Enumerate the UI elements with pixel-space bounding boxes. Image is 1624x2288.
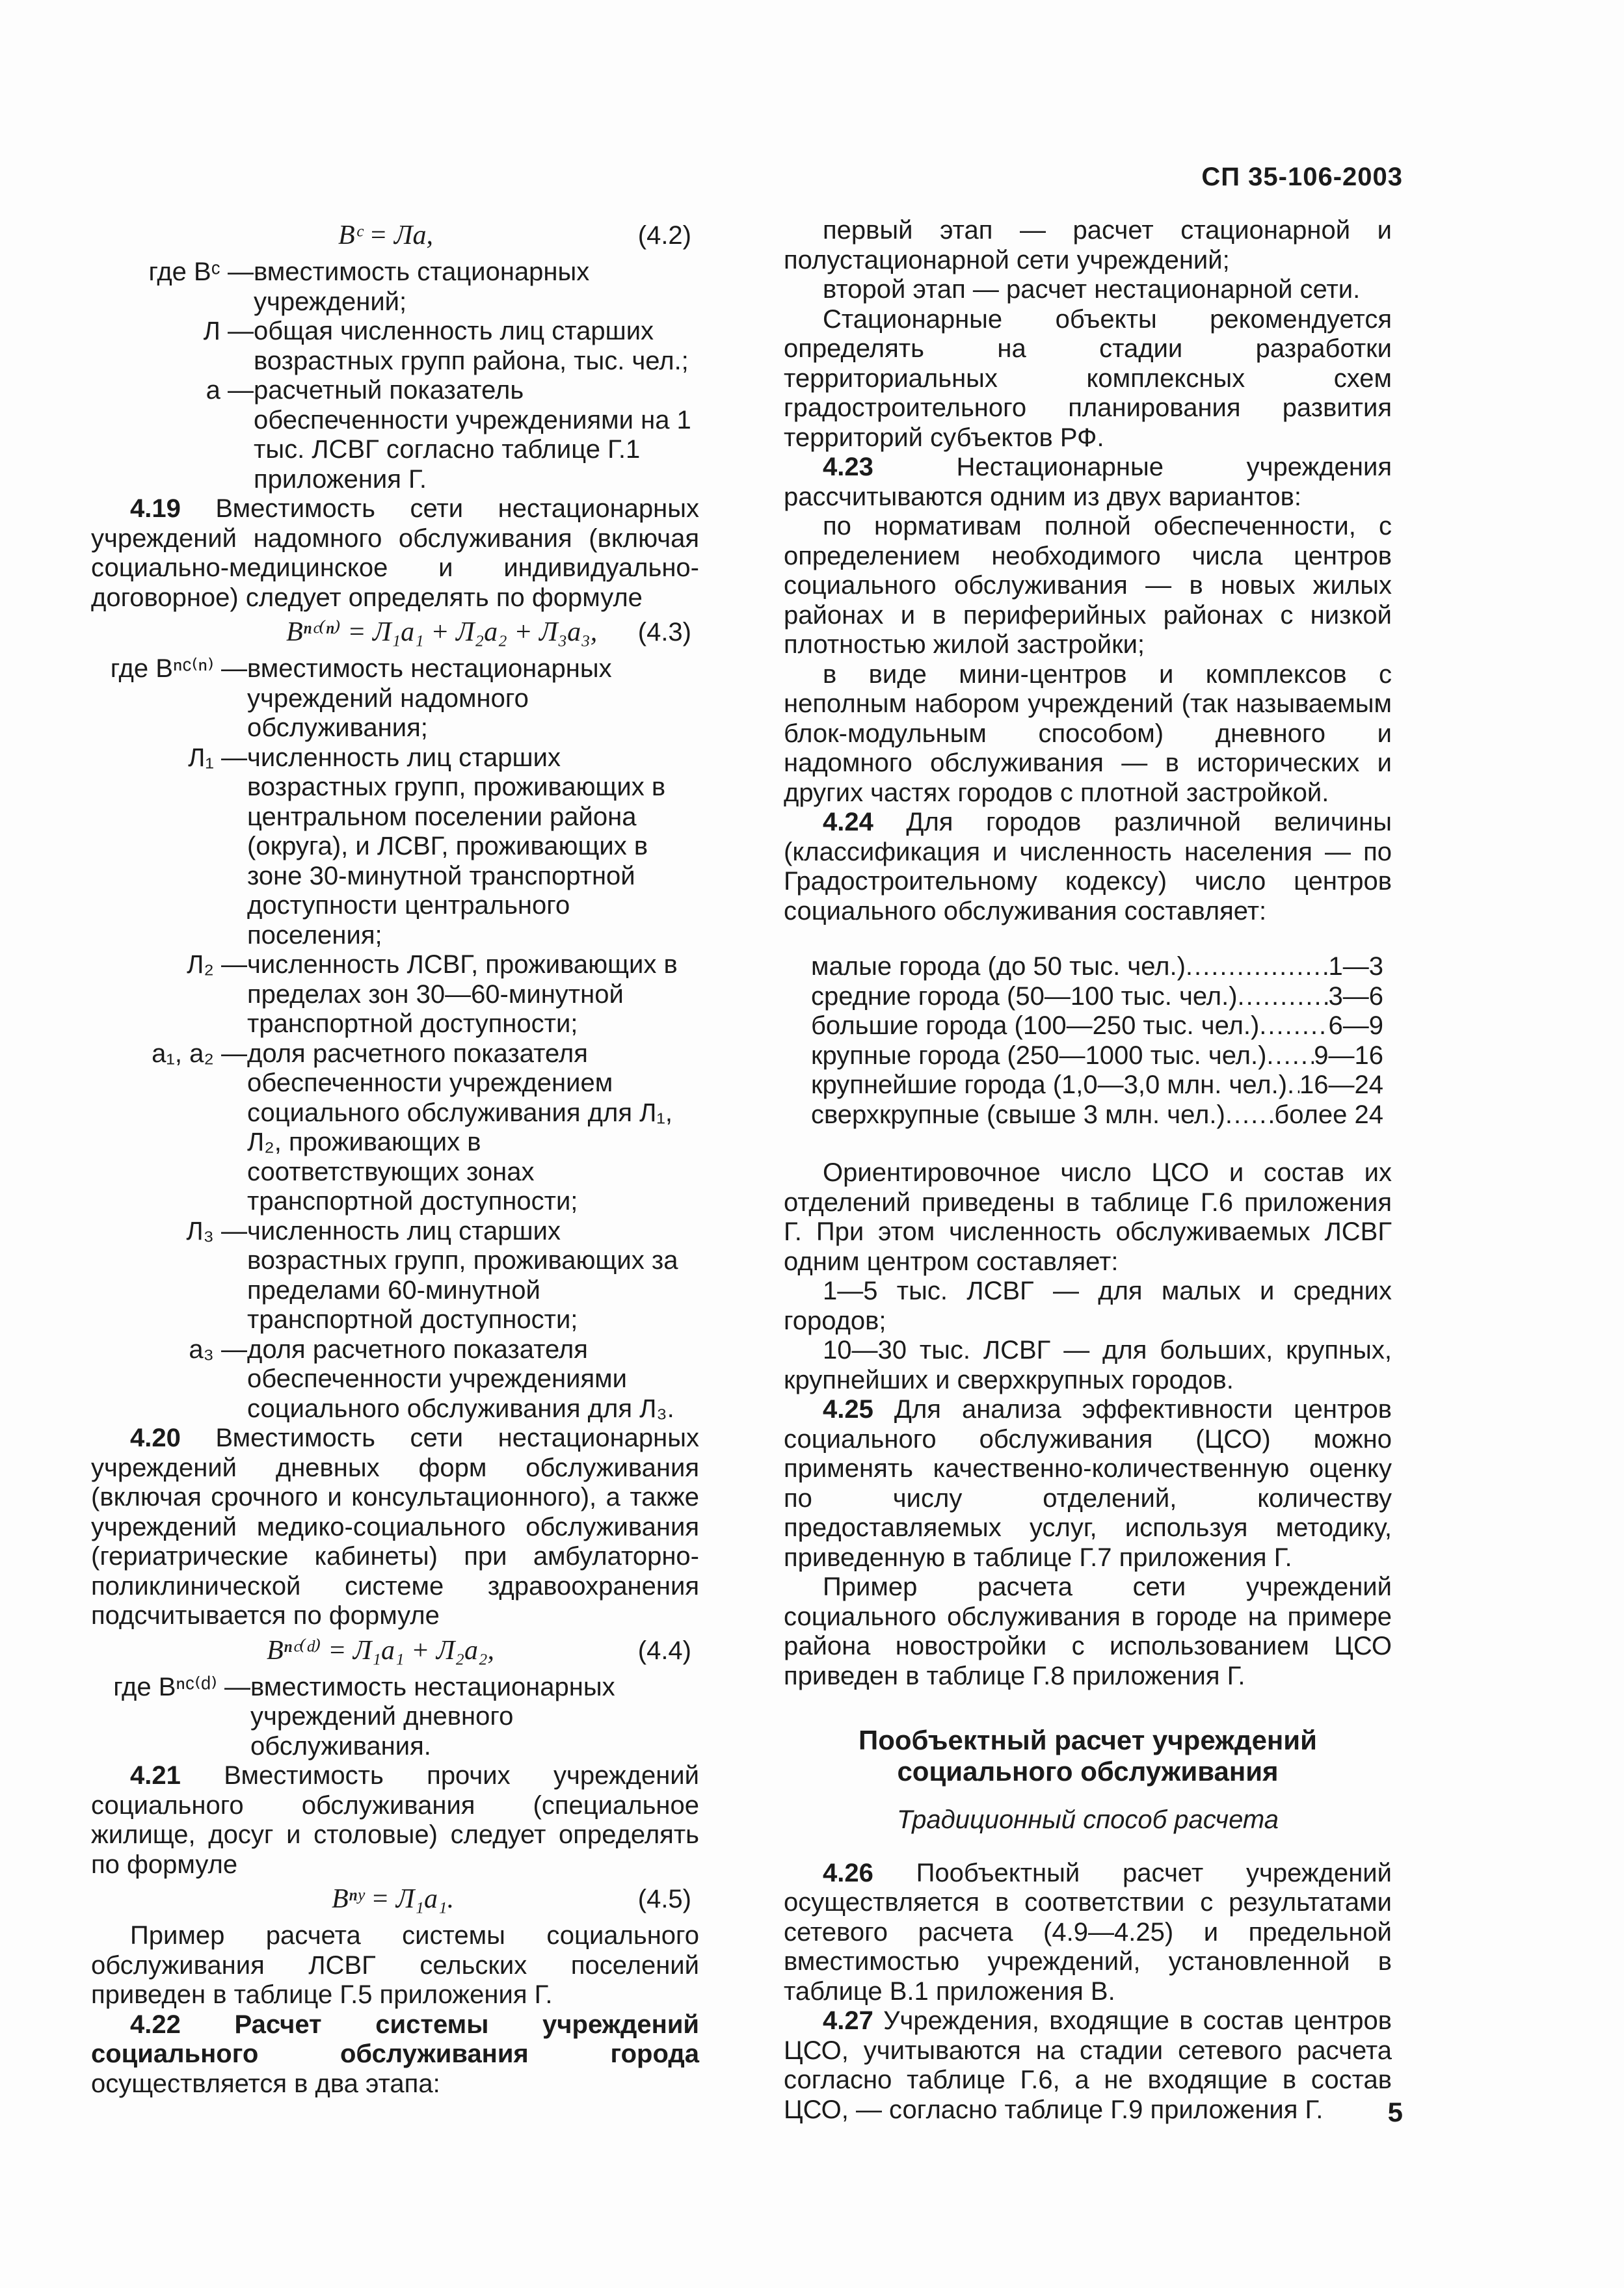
left-column — [91, 216, 699, 2099]
equation-number: (4.3) — [637, 618, 691, 646]
where-term: где Вᶜ — — [148, 258, 254, 286]
paragraph-text: Для городов различной величины (классификация и численность населения — по Градостроительному кодексу) число центров социального обслуживания составляет: — [784, 808, 1392, 925]
where-term: а₁, а₂ — — [152, 1039, 247, 1068]
where-term: Л₂ — — [187, 950, 247, 979]
clause-number: 4.25 — [823, 1395, 873, 1424]
clause-number: 4.24 — [823, 808, 873, 836]
paragraph-text: Вместимость сети нестационарных учреждений надомного обслуживания (включая социально-медицинское и индивидуально-договорное) следует определять по формуле — [91, 494, 699, 612]
right-column — [784, 216, 1392, 2125]
formula-4-2 — [91, 221, 699, 251]
city-label: крупнейшие города (1,0—3,0 млн. чел.) — [811, 1071, 1288, 1099]
paragraph-variant-2: в виде мини-центров и комплексов с неполным набором учреждений (так называемым блок-модульным способом) дневного и надомного обслуживания — в исторических и других частях городов с плотной застройкой. — [784, 659, 1392, 807]
where-term: Л — — [203, 317, 254, 345]
city-row — [811, 1011, 1383, 1041]
paragraph-example-2: Пример расчета сети учреждений социального обслуживания в городе на примере района новостройки с использованием ЦСО приведен в таблице Г.8 приложения Г. — [784, 1573, 1392, 1690]
formula-4-5 — [91, 1885, 699, 1915]
city-label: сверхкрупные (свыше 3 млн. чел.) — [811, 1100, 1225, 1129]
where-text: доля расчетного показателя обеспеченности учреждением социального обслуживания для Л₁, Л₂, проживающих в соответствующих зонах транспортной доступности; — [247, 1039, 672, 1216]
where-text: численность лиц старших возрастных групп, проживающих за пределами 60-минутной транспортной доступности; — [247, 1216, 678, 1334]
city-label: малые города (до 50 тыс. чел.) — [811, 952, 1186, 981]
formula-expression: Вⁿᶜ⁽ⁿ⁾ = Л₁а₁ + Л₂а₂ + Л₃а₃, — [286, 617, 598, 647]
city-row — [811, 1041, 1383, 1071]
formula-4-4 — [91, 1636, 699, 1666]
where-definition — [91, 1217, 699, 1335]
paragraph-4-20 — [91, 1424, 699, 1631]
where-text: доля расчетного показателя обеспеченности учреждениями социального обслуживания для Л₃. — [247, 1335, 674, 1423]
where-term: Л₁ — — [188, 743, 247, 772]
where-definition — [91, 743, 699, 951]
paragraph-range-1: 1—5 тыс. ЛСВГ — для малых и средних городов; — [784, 1277, 1392, 1335]
clause-number: 4.26 — [823, 1858, 873, 1887]
clause-number: 4.19 — [130, 494, 181, 523]
paragraph-stationary: Стационарные объекты рекомендуется определять на стадии разработки территориальных комплексных схем градостроительного планирования развития территорий субъектов РФ. — [784, 304, 1392, 452]
where-definition — [91, 950, 699, 1039]
paragraph-text: осуществляется в два этапа: — [91, 2069, 440, 2098]
where-term: Л₃ — — [186, 1216, 247, 1245]
equation-number: (4.5) — [637, 1885, 691, 1913]
where-text: вместимость нестационарных учреждений надомного обслуживания; — [247, 654, 612, 742]
paragraph-4-21 — [91, 1761, 699, 1880]
paragraph-text: Вместимость прочих учреждений социального обслуживания (специальное жилище, досуг и столовые) следует определять по формуле — [91, 1761, 699, 1879]
formula-4-3 — [91, 618, 699, 648]
city-value: 9—16 — [1314, 1041, 1383, 1070]
clause-number: 4.21 — [130, 1761, 181, 1790]
city-row — [811, 1071, 1383, 1100]
clause-number: 4.22 — [130, 2010, 181, 2039]
paragraph-text: Учреждения, входящие в состав центров ЦСО, учитываются на стадии сетевого расчета согласно таблице Г.6, а не входящие в состав ЦСО, — согласно таблице Г.9 приложения Г. — [784, 2006, 1392, 2124]
where-definition — [91, 1335, 699, 1424]
where-definition — [91, 317, 699, 376]
paragraph-range-2: 10—30 тыс. ЛСВГ — для больших, крупных, крупнейших и сверхкрупных городов. — [784, 1336, 1392, 1394]
paragraph-example: Пример расчета системы социального обслуживания ЛСВГ сельских поселений приведен в таблице Г.5 приложения Г. — [91, 1921, 699, 2009]
city-value: более 24 — [1274, 1100, 1383, 1129]
city-label: средние города (50—100 тыс. чел.) — [811, 981, 1238, 1011]
where-definition — [91, 654, 699, 743]
city-label: крупные города (250—1000 тыс. чел.) — [811, 1041, 1267, 1070]
paragraph-text: Для анализа эффективности центров социального обслуживания (ЦСО) можно применять качественно-количественную оценку по числу отделений, количеству предоставляемых услуг, используя методику, приведенную в таблице Г.7 приложения Г. — [784, 1395, 1392, 1572]
paragraph-4-25 — [784, 1395, 1392, 1573]
city-value: 16—24 — [1299, 1071, 1383, 1099]
paragraph-orientation: Ориентировочное число ЦСО и состав их отделений приведены в таблице Г.6 приложения Г. При этом численность обслуживаемых ЛСВГ одним центром составляет: — [784, 1158, 1392, 1276]
where-term: где Вⁿᶜ⁽ᵈ⁾ — — [113, 1672, 250, 1701]
paragraph-text: Нестационарные учреждения рассчитываются одним из двух вариантов: — [784, 453, 1392, 511]
where-text: вместимость стационарных учреждений; — [254, 258, 590, 316]
where-definition — [91, 376, 699, 494]
city-value: 3—6 — [1328, 981, 1383, 1011]
where-definition — [91, 1039, 699, 1217]
clause-number: 4.27 — [823, 2006, 873, 2035]
formula-expression: Вⁿᶜ⁽ᵈ⁾ = Л₁а₁ + Л₂а₂, — [267, 1635, 495, 1666]
paragraph-text: Вместимость сети нестационарных учреждений дневных форм обслуживания (включая срочного и консультационного), а также учреждений медико-социального обслуживания (гериатрические кабинеты) при амбулаторно-поликлинической системе здравоохранения подсчитывается по формуле — [91, 1424, 699, 1630]
subsection-heading: Традиционный способ расчета — [896, 1805, 1279, 1834]
where-text: вместимость нестационарных учреждений дневного обслуживания. — [250, 1672, 615, 1761]
city-value: 6—9 — [1328, 1011, 1383, 1040]
equation-number: (4.2) — [637, 221, 691, 250]
section-heading: Пообъектный расчет учреждений социального обслуживания — [859, 1725, 1317, 1787]
clause-number: 4.23 — [823, 453, 873, 481]
paragraph-4-23 — [784, 453, 1392, 512]
paragraph-stage-2: второй этап — расчет нестационарной сети. — [823, 275, 1361, 304]
city-label: большие города (100—250 тыс. чел.) — [811, 1011, 1260, 1040]
paragraph-4-26 — [784, 1859, 1392, 2007]
where-text: общая численность лиц старших возрастных групп района, тыс. чел.; — [254, 317, 689, 375]
paragraph-4-19 — [91, 494, 699, 613]
paragraph-text: Пообъектный расчет учреждений осуществляется в соответствии с результатами сетевого расчета (4.9—4.25) и предельной вместимостью учреждений, установленной в таблице В.1 приложения В. — [784, 1858, 1392, 2006]
paragraph-4-27 — [784, 2006, 1392, 2125]
where-term: а — — [206, 376, 254, 405]
formula-expression: Вᶜ = Ла, — [338, 220, 433, 250]
where-text: численность лиц старших возрастных групп, проживающих в центральном поселении района (округа), и ЛСВГ, проживающих в зоне 30-минутной транспортной доступности центрального поселения; — [247, 743, 666, 950]
page-number: 5 — [1387, 2097, 1403, 2127]
equation-number: (4.4) — [637, 1636, 691, 1665]
document-code: СП 35-106-2003 — [1201, 163, 1403, 191]
clause-number: 4.20 — [130, 1424, 181, 1452]
city-row — [811, 982, 1383, 1012]
where-term: где Вⁿᶜ⁽ⁿ⁾ — — [110, 654, 247, 683]
where-definition — [91, 1673, 699, 1762]
paragraph-stage-1: первый этап — расчет стационарной и полустационарной сети учреждений; — [784, 216, 1392, 274]
where-text: расчетный показатель обеспеченности учреждениями на 1 тыс. ЛСВГ согласно таблице Г.1 приложения Г. — [254, 376, 691, 494]
formula-expression: Вⁿʸ = Л₁а₁. — [332, 1884, 455, 1914]
city-value: 1—3 — [1328, 952, 1383, 981]
paragraph-variant-1: по нормативам полной обеспеченности, с определением необходимого числа центров социального обслуживания — в новых жилых районах и в периферийных районах с низкой плотностью жилой застройки; — [784, 512, 1392, 659]
paragraph-4-24 — [784, 808, 1392, 926]
where-text: численность ЛСВГ, проживающих в пределах зон 30—60-минутной транспортной доступности; — [247, 950, 678, 1038]
city-row — [811, 952, 1383, 982]
where-definition — [91, 258, 699, 317]
clause-title: Расчет системы учреждений социального обслуживания города — [91, 2010, 699, 2068]
where-term: а₃ — — [189, 1335, 247, 1364]
paragraph-4-22 — [91, 2010, 699, 2099]
city-row — [811, 1100, 1383, 1130]
